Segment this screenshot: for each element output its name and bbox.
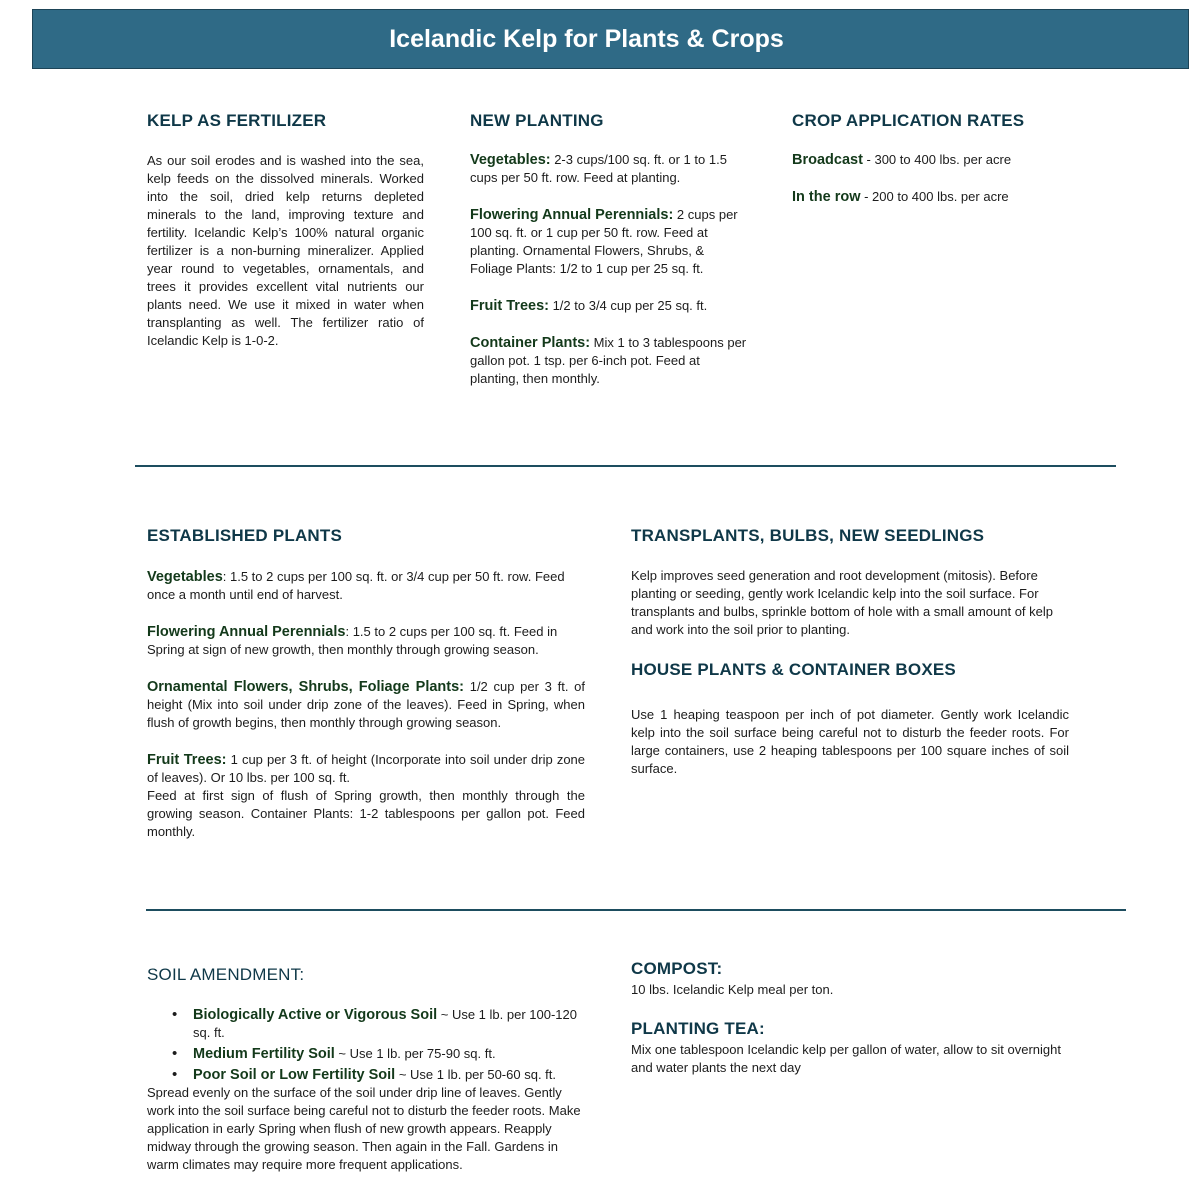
compost-section	[631, 959, 1069, 1077]
entry-label: Broadcast	[792, 152, 863, 168]
bullet-text: ~ Use 1 lb. per 75-90 sq. ft.	[334, 1046, 496, 1061]
bullet-label: Biologically Active or Vigorous Soil	[193, 1007, 438, 1023]
new-planting-section	[470, 111, 747, 407]
crop-rates-section	[792, 111, 1092, 225]
established-entry	[147, 678, 585, 732]
entry-label: Fruit Trees:	[147, 752, 227, 768]
entry-label: Container Plants:	[470, 335, 591, 351]
page-title: Icelandic Kelp for Plants & Crops	[389, 24, 784, 53]
entry-label: Ornamental Flowers, Shrubs, Foliage Plants:	[147, 679, 464, 695]
new-planting-entry	[470, 206, 747, 278]
bullet-text: ~ Use 1 lb. per 50-60 sq. ft.	[395, 1067, 556, 1082]
entry-text: Mix 1 to 3 tablespoons per gallon pot. 1 tsp. per 6-inch pot. Feed at planting, then monthly.	[470, 335, 747, 386]
soil-heading: SOIL AMENDMENT:	[147, 965, 305, 984]
entry-text: 1/2 cup per 3 ft. of height (Mix into soil under drip zone of the leaves). Feed in Spring, when flush of growth begins, then monthly through growing season.	[147, 679, 585, 730]
established-plants-section	[147, 526, 585, 841]
entry-text: 2 cups per 100 sq. ft. or 1 cup per 50 ft. row. Feed at planting. Ornamental Flowers, Shrubs, & Foliage Plants: 1/2 to 1 cup per 25 sq. ft.	[470, 207, 738, 276]
tea-heading: PLANTING TEA:	[631, 1019, 765, 1038]
transplants-heading: TRANSPLANTS, BULBS, NEW SEEDLINGS	[631, 526, 985, 545]
bullet-label: Medium Fertility Soil	[193, 1046, 335, 1062]
established-heading: ESTABLISHED PLANTS	[147, 526, 343, 545]
transplants-text: Kelp improves seed generation and root development (mitosis). Before planting or seeding, gently work Icelandic kelp into the soil surface. For transplants and bulbs, sprinkle bottom of hole with a small amount of kelp and work into the soil prior to planting.	[631, 568, 1054, 637]
bullet-label: Poor Soil or Low Fertility Soil	[193, 1067, 396, 1083]
entry-label: In the row	[792, 189, 861, 205]
kelp-fertilizer-heading: KELP AS FERTILIZER	[147, 111, 327, 130]
new-planting-heading: NEW PLANTING	[470, 111, 604, 130]
kelp-fertilizer-section	[147, 111, 424, 350]
new-planting-entry	[470, 151, 747, 187]
entry-label: Flowering Annual Perennials:	[470, 207, 674, 223]
entry-text: 1/2 to 3/4 cup per 25 sq. ft.	[548, 298, 708, 313]
section-divider	[135, 465, 1116, 467]
bullet-text: ~ Use 1 lb. per 100-120 sq. ft.	[193, 1007, 577, 1040]
entry-text: : 1.5 to 2 cups per 100 sq. ft. or 3/4 cup per 50 ft. row. Feed once a month until end of harvest.	[147, 569, 565, 602]
entry-label: Fruit Trees:	[470, 298, 549, 314]
established-entry	[147, 568, 585, 604]
transplants-section	[631, 526, 1069, 778]
entry-text: - 200 to 400 lbs. per acre	[860, 189, 1009, 204]
soil-text: Spread evenly on the surface of the soil under drip line of leaves. Gently work into the soil surface being careful not to disturb the feeder roots. Make application in early Spring when flush of new growth appears. Reapply midway through the growing season. Then again in the Fall. Gardens in warm climates may require more frequent applications.	[147, 1085, 581, 1172]
compost-heading: COMPOST:	[631, 959, 723, 978]
established-entry	[147, 623, 585, 659]
established-extra-text: Feed at first sign of flush of Spring growth, then monthly through the growing season. Container Plants: 1-2 tablespoons per gallon pot. Feed monthly.	[147, 788, 585, 839]
entry-text: 1 cup per 3 ft. of height (Incorporate into soil under drip zone of leaves). Or 10 lbs. per 100 sq. ft.	[147, 752, 586, 785]
kelp-fertilizer-text: As our soil erodes and is washed into the sea, kelp feeds on the dissolved minerals. Worked into the soil, dried kelp returns depleted minerals to the land, improving texture and fertility. Icelandic Kelp’s 100% natural organic fertilizer is a non-burning mineralizer. Applied year round to vegetables, ornamentals, and trees it provides excellent vital nutrients our plants need. We use it mixed in water when transplanting as well. The fertilizer ratio of Icelandic Kelp is 1-0-2.	[147, 153, 424, 348]
crop-rates-heading: CROP APPLICATION RATES	[792, 111, 1025, 130]
soil-bullet	[193, 1066, 585, 1084]
entry-label: Vegetables	[147, 569, 223, 585]
crop-rate-entry	[792, 188, 1092, 206]
soil-bullet-list	[147, 1006, 585, 1084]
soil-amendment-section	[147, 965, 585, 1174]
title-banner	[32, 9, 1189, 69]
entry-label: Flowering Annual Perennials	[147, 624, 346, 640]
tea-text: Mix one tablespoon Icelandic kelp per gallon of water, allow to sit overnight and water plants the next day	[631, 1042, 1061, 1075]
section-divider	[146, 909, 1126, 911]
entry-label: Vegetables:	[470, 152, 551, 168]
entry-text: 2-3 cups/100 sq. ft. or 1 to 1.5 cups per 50 ft. row. Feed at planting.	[470, 152, 727, 185]
house-plants-heading: HOUSE PLANTS & CONTAINER BOXES	[631, 660, 956, 679]
compost-text: 10 lbs. Icelandic Kelp meal per ton.	[631, 982, 834, 997]
soil-bullet	[193, 1045, 585, 1063]
house-plants-text: Use 1 heaping teaspoon per inch of pot diameter. Gently work Icelandic kelp into the soil surface being careful not to disturb the feeder roots. For large containers, use 2 heaping tablespoons per 100 square inches of soil surface.	[631, 707, 1069, 776]
soil-bullet	[193, 1006, 585, 1042]
established-entry	[147, 751, 585, 787]
entry-text: - 300 to 400 lbs. per acre	[862, 152, 1012, 167]
crop-rate-entry	[792, 151, 1092, 169]
new-planting-entry	[470, 334, 747, 388]
new-planting-entry	[470, 297, 747, 315]
entry-text: : 1.5 to 2 cups per 100 sq. ft. Feed in Spring at sign of new growth, then monthly through growing season.	[147, 624, 558, 657]
